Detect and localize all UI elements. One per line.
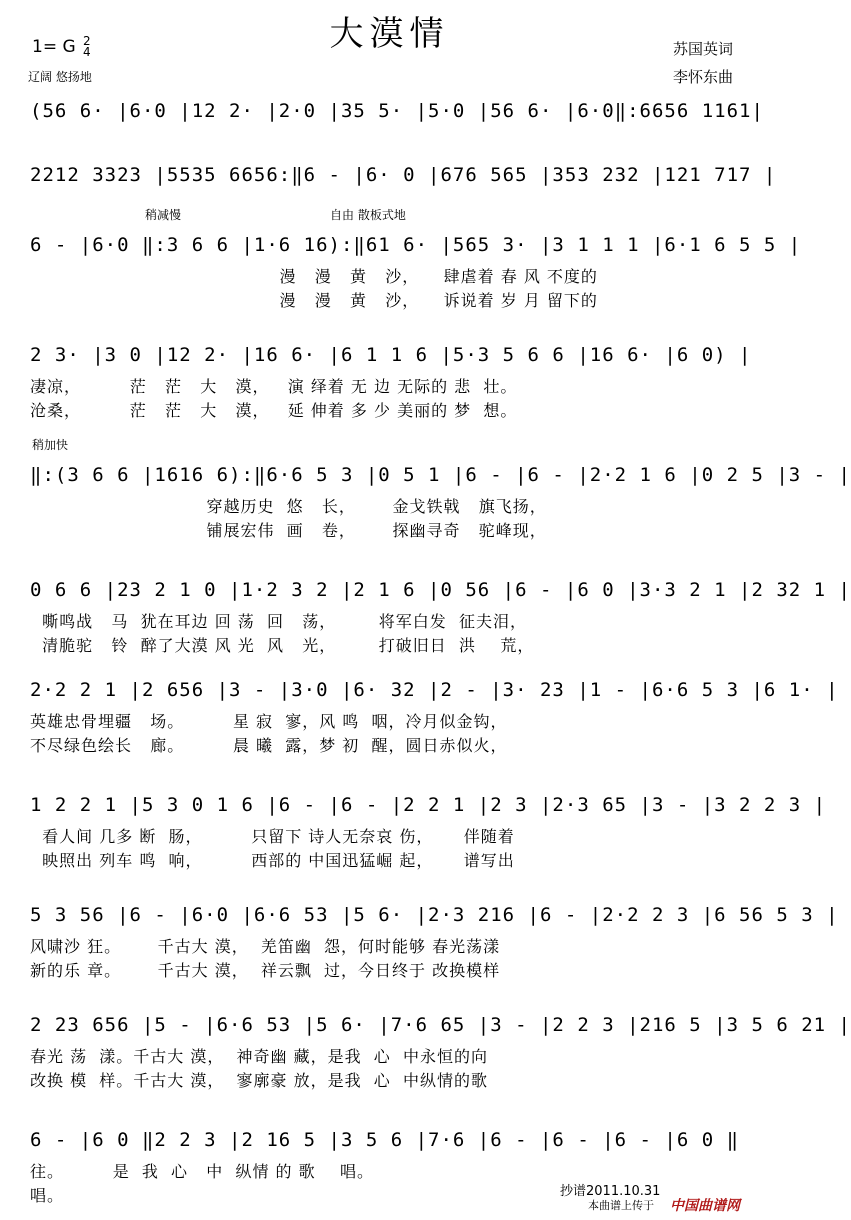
lyric-line: 映照出 列车 鸣 响， 西部的 中国迅猛崛 起， 谱写出	[30, 851, 515, 870]
transcription-date: 抄谱2011.10.31	[560, 1184, 661, 1199]
lyric-line: 往。 是 我 心 中 纵情 的 歌 唱。	[30, 1162, 374, 1181]
time-signature-top: 2	[83, 34, 91, 48]
key-label: 1= G	[32, 37, 76, 57]
notation-line: 2 3· |3 0 |12 2· |16 6· |6 1 1 6 |5·3 5 6 6 |16 6· |6 0) |	[30, 344, 752, 366]
notation-line: 6 - |6·0 ‖:3 6 6 |1·6 16):‖61 6· |565 3· |3 1 1 1 |6·1 6 5 5 |	[30, 234, 802, 256]
upload-note: 本曲谱上传于	[588, 1199, 654, 1212]
lyric-line: 英雄忠骨埋疆 场。 星 寂 寥，风 鸣 咽，冷月似金钩，	[30, 712, 508, 731]
lyric-line: 嘶鸣战 马 犹在耳边 回 荡 回 荡， 将军白发 征夫泪，	[30, 612, 527, 631]
lyric-line: 唱。	[30, 1186, 65, 1205]
composer-credit: 李怀东曲	[673, 68, 734, 86]
site-watermark: 中国曲谱网	[670, 1198, 740, 1214]
notation-line: ‖:(3 6 6 |1616 6):‖6·6 5 3 |0 5 1 |6 - |6 - |2·2 1 6 |0 2 5 |3 - |	[30, 464, 851, 486]
tempo-marking: 稍加快	[32, 438, 69, 452]
tempo-marking: 自由 散板式地	[330, 208, 406, 222]
page-title: 大漠情	[329, 14, 450, 54]
notation-line: 5 3 56 |6 - |6·0 |6·6 53 |5 6· |2·3 216 |6 - |2·2 2 3 |6 56 5 3 |	[30, 904, 839, 926]
notation-line: 6 - |6 0 ‖2 2 3 |2 16 5 |3 5 6 |7·6 |6 - |6 - |6 - |6 0 ‖	[30, 1129, 740, 1151]
lyric-line: 凄凉， 茫 茫 大 漠， 演 绎着 无 边 无际的 悲 壮。	[30, 377, 518, 396]
lyric-line: 春光 荡 漾。千古大 漠， 神奇幽 藏，是我 心 中永恒的向	[30, 1047, 488, 1066]
notation-line: 2·2 2 1 |2 656 |3 - |3·0 |6· 32 |2 - |3· 23 |1 - |6·6 5 3 |6 1· |	[30, 679, 839, 701]
time-signature	[83, 36, 91, 58]
lyric-line: 风啸沙 狂。 千古大 漠， 羌笛幽 怨，何时能够 春光荡漾	[30, 937, 501, 956]
time-signature-bottom: 4	[83, 45, 91, 59]
lyric-line: 改换 模 样。千古大 漠， 寥廓豪 放，是我 心 中纵情的歌	[30, 1071, 488, 1090]
key-signature	[32, 36, 91, 58]
lyric-line: 清脆驼 铃 醉了大漠 风 光 风 光， 打破旧日 洪 荒，	[30, 636, 535, 655]
notation-line: 1 2 2 1 |5 3 0 1 6 |6 - |6 - |2 2 1 |2 3 |2·3 65 |3 - |3 2 2 3 |	[30, 794, 827, 816]
lyric-line: 漫 漫 黄 沙， 诉说着 岁 月 留下的	[30, 291, 598, 310]
lyric-line: 铺展宏伟 画 卷， 探幽寻奇 驼峰现，	[30, 521, 547, 540]
tempo-marking: 稍减慢	[145, 208, 182, 222]
notation-line: 2212 3323 |5535 6656:‖6 - |6· 0 |676 565 |353 232 |121 717 |	[30, 164, 777, 186]
notation-line: 2 23 656 |5 - |6·6 53 |5 6· |7·6 65 |3 - |2 2 3 |216 5 |3 5 6 21 |	[30, 1014, 851, 1036]
lyric-line: 漫 漫 黄 沙， 肆虐着 春 风 不度的	[30, 267, 598, 286]
notation-line: (56 6· |6·0 |12 2· |2·0 |35 5· |5·0 |56 6· |6·0‖:6656 1161|	[30, 100, 764, 122]
lyric-line: 沧桑， 茫 茫 大 漠， 延 伸着 多 少 美丽的 梦 想。	[30, 401, 518, 420]
lyricist-credit: 苏国英词	[673, 40, 734, 58]
lyric-line: 新的乐 章。 千古大 漠， 祥云飘 过，今日终于 改换模样	[30, 961, 501, 980]
lyric-line: 穿越历史 悠 长， 金戈铁戟 旗飞扬，	[30, 497, 547, 516]
lyric-line: 不尽绿色绘长 廊。 晨 曦 露，梦 初 醒，圆日赤似火，	[30, 736, 508, 755]
expression-marking: 辽阔 悠扬地	[28, 70, 92, 84]
notation-line: 0 6 6 |23 2 1 0 |1·2 3 2 |2 1 6 |0 56 |6 - |6 0 |3·3 2 1 |2 32 1 |	[30, 579, 851, 601]
lyric-line: 看人间 几多 断 肠， 只留下 诗人无奈哀 伤， 伴随着	[30, 827, 515, 846]
